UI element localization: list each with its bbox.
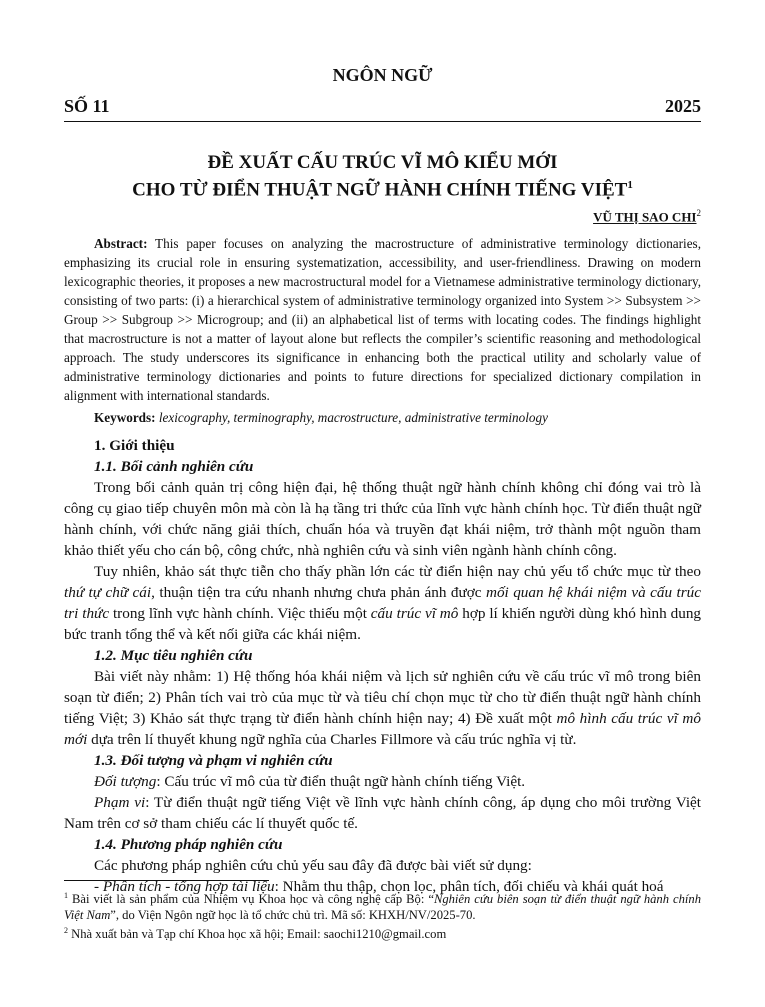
article-title: [64, 152, 701, 201]
footnote-2-text: Nhà xuất bản và Tạp chí Khoa học xã hội; Email: saochi1210@gmail.com: [68, 927, 447, 942]
paragraph-1: Trong bối cảnh quản trị công hiện đại, hệ thống thuật ngữ hành chính không chỉ đóng vai trò là công cụ giao tiếp chuyên môn mà còn là hạ tầng tri thức của lĩnh vực hành chính học. Từ điển thuật ngữ hành chính, với chức năng giải thích, chuẩn hóa và truyền đạt khái niệm, trở thành một nguồn tham khảo thiết yếu cho cán bộ, công chức, nhà nghiên cứu và sinh viên ngành hành chính công.: [64, 478, 701, 559]
issue-year: 2025: [665, 96, 701, 116]
footnote-1: [64, 888, 701, 923]
object-text: : Cấu trúc vĩ mô của từ điển thuật ngữ hành chính tiếng Việt.: [156, 772, 526, 790]
paragraph-methods-intro: Các phương pháp nghiên cứu chủ yếu sau đây đã được bài viết sử dụng:: [94, 856, 532, 874]
paragraph-2-text-a: Tuy nhiên, khảo sát thực tiễn cho thấy phần lớn các từ điển hiện nay chủ yếu tổ chức mục từ theo: [94, 562, 701, 580]
issue-row: [64, 94, 701, 122]
footnote-1-text-a: Bài viết là sản phẩm của Nhiệm vụ Khoa học và công nghệ cấp Bộ: “: [68, 892, 434, 907]
paragraph-scope: [64, 792, 701, 834]
footnotes: [64, 888, 701, 942]
paragraph-2: [64, 561, 701, 645]
title-line-1: ĐỀ XUẤT CẤU TRÚC VĨ MÔ KIỂU MỚI: [207, 152, 558, 173]
scope-text: : Từ điển thuật ngữ tiếng Việt về lĩnh vực hành chính công, áp dụng cho môi trường Việt Nam trên cơ sở tham chiếu các lí thuyết quốc tế.: [64, 793, 701, 832]
method-1-text: : Nhằm thu thập, chọn lọc, phân tích, đối chiếu và khái quát hoá: [274, 877, 664, 895]
scope-label: Phạm vi: [94, 793, 146, 811]
footnote-1-mark: 1: [64, 891, 68, 900]
author-byline: [64, 205, 701, 225]
author-name: VŨ THỊ SAO CHI: [593, 209, 697, 225]
paragraph-2-italic-1: thứ tự chữ cái: [64, 583, 152, 601]
keywords-label: Keywords:: [94, 409, 156, 425]
paragraph-2-italic-2: mối quan hệ khái niệm và cấu trúc tri thức: [64, 583, 701, 622]
keywords: [64, 408, 701, 427]
footnote-2-mark: 2: [64, 926, 68, 936]
keywords-text: lexicography, terminography, macrostructure, administrative terminology: [155, 409, 548, 425]
paragraph-2-text-b: , thuận tiện tra cứu nhanh nhưng chưa phản ánh được: [151, 583, 486, 601]
method-1-label: - Phân tích - tổng hợp tài liệu: [94, 877, 275, 895]
section-heading-1: 1. Giới thiệu: [94, 436, 175, 454]
paragraph-3-text-a: Bài viết này nhằm: 1) Hệ thống hóa khái niệm và lịch sử nghiên cứu về cấu trúc vĩ mô trong biên soạn từ điển; 2) Phân tích vai trò của mục từ và tiêu chí chọn mục từ cho từ điển thuật ngữ hành chính tiếng Việt; 3) Khảo sát thực trạng từ điển hành chính hiện nay; 4) Đề xuất một: [64, 667, 701, 727]
subsection-heading-1-1: 1.1. Bối cảnh nghiên cứu: [94, 457, 254, 475]
title-line-2: [64, 174, 701, 201]
footnote-2: [64, 923, 701, 942]
footnote-1-text-b: ”, do Viện Ngôn ngữ học là tổ chức chủ trì. Mã số: KHXH/NV/2025-70.: [110, 908, 476, 923]
abstract-label: Abstract:: [94, 235, 148, 251]
paragraph-2-italic-3: cấu trúc vĩ mô: [370, 604, 459, 622]
subsection-heading-1-4: 1.4. Phương pháp nghiên cứu: [94, 835, 283, 853]
paragraph-object: [64, 771, 701, 792]
paragraph-3-text-b: dựa trên lí thuyết khung ngữ nghĩa của Charles Fillmore và cấu trúc nghĩa vị từ.: [87, 730, 577, 748]
object-label: Đối tượng: [94, 772, 157, 790]
subsection-heading-1-2: 1.2. Mục tiêu nghiên cứu: [94, 646, 253, 664]
subsection-heading-1-3: 1.3. Đối tượng và phạm vi nghiên cứu: [94, 751, 333, 769]
footnote-1-italic: Nghiên cứu biên soạn từ điển thuật ngữ hành chính Việt Nam: [64, 892, 701, 923]
abstract-text: This paper focuses on analyzing the macrostructure of administrative terminology dictionaries, emphasizing its crucial role in ensuring systematization, accessibility, and user-friendliness. Drawing on modern lexicographic theories, it proposes a new macrostructural model for a Vietnamese administrative terminology dictionary, consisting of two parts: (i) a hierarchical system of administrative terminology organized into System >> Subsystem >> Group >> Subgroup >> Microgroup; and (ii) an alphabetical list of terms with locating codes. The findings highlight that macrostructure is not a matter of layout alone but reflects the compiler’s scientific reasoning and methodological approach. The study underscores its significance in enhancing both the practical utility and scholarly value of administrative terminology dictionaries and points to future directions for specialized dictionary compilation in alignment with international standards.: [64, 235, 701, 403]
author-footnote-mark: 2: [696, 208, 701, 219]
title-footnote-mark: 1: [627, 179, 633, 191]
journal-name: NGÔN NGỮ: [332, 65, 433, 85]
paragraph-3: [64, 666, 701, 750]
footnote-divider: [64, 880, 269, 881]
title-line-2-text: CHO TỪ ĐIỂN THUẬT NGỮ HÀNH CHÍNH TIẾNG VIỆT: [132, 179, 628, 201]
paragraph-2-text-d: hợp lí khiến người dùng khó hình dung bức tranh tổng thể và kết nối giữa các khái niệm.: [64, 604, 702, 643]
paragraph-2-text-c: trong lĩnh vực hành chính. Việc thiếu một: [109, 604, 371, 622]
paragraph-3-italic: mô hình cấu trúc vĩ mô mới: [64, 709, 701, 748]
abstract: [64, 234, 701, 405]
issue-number: SỐ 11: [64, 96, 110, 116]
